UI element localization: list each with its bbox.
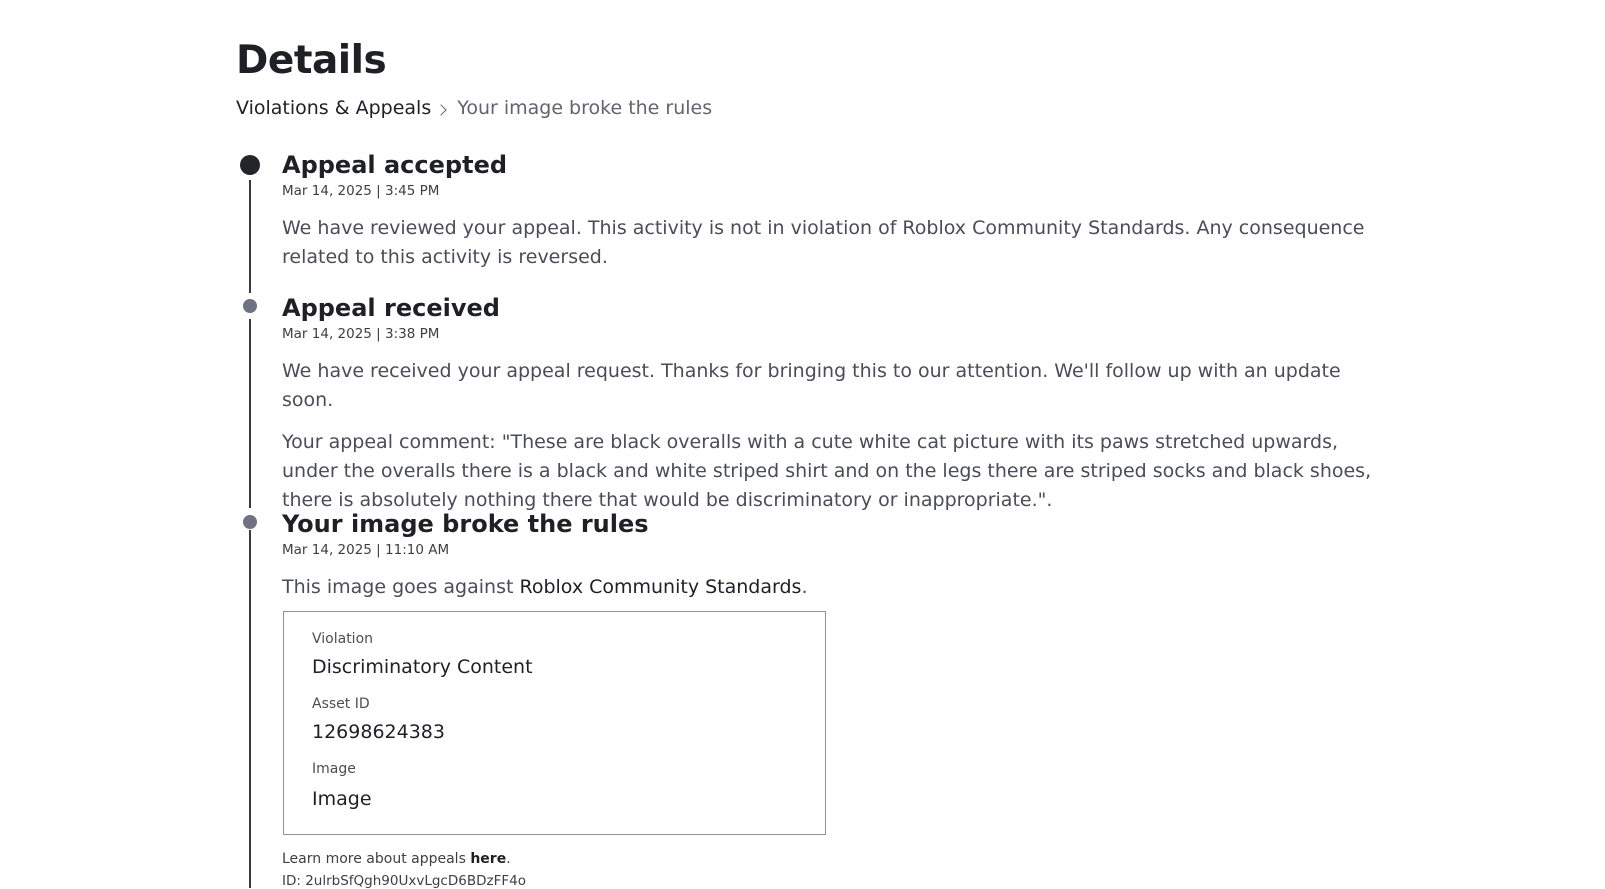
event-timestamp: Mar 14, 2025 | 11:10 AM: [282, 542, 450, 558]
learn-more-prefix: Learn more about appeals: [282, 851, 471, 867]
event-description: [282, 573, 1392, 602]
breadcrumb: [236, 97, 712, 119]
event-title: Appeal accepted: [282, 151, 508, 179]
report-id: ID: 2ulrbSfQgh90UxvLgcD6BDzFF4o: [282, 873, 526, 889]
timeline-event-appeal-received: [282, 293, 1392, 515]
community-standards-link[interactable]: Roblox Community Standards: [519, 576, 802, 598]
image-field: [312, 760, 797, 812]
asset-id-value: 12698624383: [312, 721, 445, 743]
event-title: Your image broke the rules: [282, 510, 649, 538]
learn-more-suffix: .: [506, 851, 511, 867]
timeline-dot-current: [240, 155, 260, 175]
asset-id-field: [312, 695, 797, 745]
appeal-comment: Your appeal comment: "These are black overalls with a cute white cat picture with its paws stretched upwards, under the overalls there is a black and white striped shirt and on the legs there are striped socks and black shoes, there is absolutely nothing there that would be discriminatory or inappropriate.".: [282, 431, 1372, 511]
learn-more-here-link[interactable]: here: [470, 851, 507, 867]
timeline-dot: [243, 299, 257, 313]
timeline-line: [249, 530, 251, 888]
event-timestamp: Mar 14, 2025 | 3:45 PM: [282, 183, 440, 199]
timeline-event-appeal-accepted: [282, 150, 1392, 272]
chevron-right-icon: [436, 104, 447, 115]
learn-more-text: [282, 851, 511, 867]
image-link[interactable]: Image: [312, 788, 372, 810]
breadcrumb-current: Your image broke the rules: [457, 97, 713, 119]
event-description: We have reviewed your appeal. This activity is not in violation of Roblox Community Standards. Any consequence related to this activity is reversed.: [282, 217, 1365, 268]
timeline-line: [249, 319, 251, 508]
breadcrumb-violations-appeals-link[interactable]: Violations & Appeals: [236, 97, 432, 119]
event-description: We have received your appeal request. Thanks for bringing this to our attention. We'll follow up with an update soon.: [282, 360, 1341, 411]
event-description-prefix: This image goes against: [282, 576, 520, 598]
violation-value: Discriminatory Content: [312, 656, 533, 678]
event-description-suffix: .: [801, 576, 808, 598]
page-title: Details: [236, 38, 387, 83]
violation-field: [312, 630, 797, 680]
timeline-dot: [243, 515, 257, 529]
event-timestamp: Mar 14, 2025 | 3:38 PM: [282, 326, 440, 342]
event-title: Appeal received: [282, 294, 500, 322]
image-label: Image: [312, 761, 356, 777]
timeline-event-image-violation: [282, 509, 1392, 602]
timeline-line: [249, 180, 251, 293]
violation-label: Violation: [312, 631, 374, 647]
violation-details-card: [283, 611, 826, 835]
asset-id-label: Asset ID: [312, 696, 370, 712]
